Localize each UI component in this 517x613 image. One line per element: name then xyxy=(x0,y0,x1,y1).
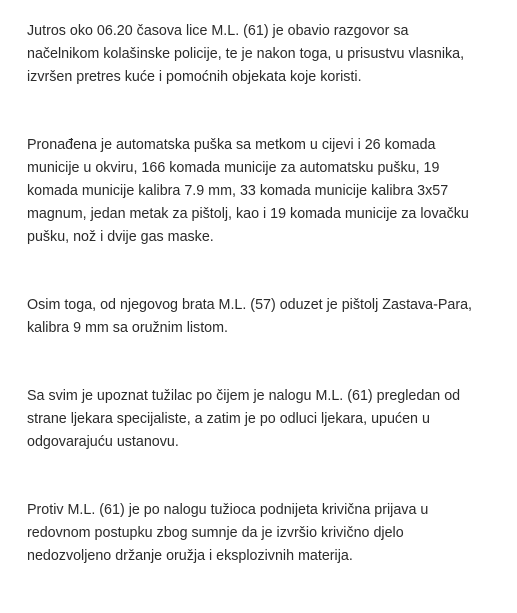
paragraph-line: magnum, jedan metak za pištolj, kao i 19 komada municije za lovačku xyxy=(27,206,469,222)
paragraph-prosecutor xyxy=(27,385,507,454)
paragraph-line: Sa svim je upoznat tužilac po čijem je nalogu M.L. (61) pregledan od xyxy=(27,388,461,404)
paragraph-line: Osim toga, od njegovog brata M.L. (57) oduzet je pištolj Zastava-Para, xyxy=(27,297,473,313)
paragraph-line: Pronađena je automatska puška sa metkom u cijevi i 26 komada xyxy=(27,137,436,153)
paragraph-line: Jutros oko 06.20 časova lice M.L. (61) je obavio razgovor sa xyxy=(27,23,409,39)
paragraph-criminal-charge xyxy=(27,499,507,568)
paragraph-line: municije u okviru, 166 komada municije za automatsku pušku, 19 xyxy=(27,160,440,176)
paragraph-brother-pistol xyxy=(27,294,507,340)
paragraph-line: izvršen pretres kuće i pomoćnih objekata koje koristi. xyxy=(27,69,362,85)
paragraph-search-report xyxy=(27,20,507,89)
paragraph-line: redovnom postupku zbog sumnje da je izvršio krivično djelo xyxy=(27,525,404,541)
paragraph-line: odgovarajuću ustanovu. xyxy=(27,434,179,450)
article-body xyxy=(27,20,507,613)
paragraph-line: Protiv M.L. (61) je po nalogu tužioca podnijeta krivična prijava u xyxy=(27,502,429,518)
paragraph-line: kalibra 9 mm sa oružnim listom. xyxy=(27,320,229,336)
paragraph-line: pušku, nož i dvije gas maske. xyxy=(27,229,214,245)
paragraph-line: nedozvoljeno držanje oružja i eksplozivnih materija. xyxy=(27,548,353,564)
paragraph-line: strane ljekara specijaliste, a zatim je po odluci ljekara, upućen u xyxy=(27,411,430,427)
paragraph-line: načelnikom kolašinske policije, te je nakon toga, u prisustvu vlasnika, xyxy=(27,46,465,62)
paragraph-findings xyxy=(27,134,507,249)
paragraph-line: komada municije kalibra 7.9 mm, 33 komada municije kalibra 3x57 xyxy=(27,183,449,199)
